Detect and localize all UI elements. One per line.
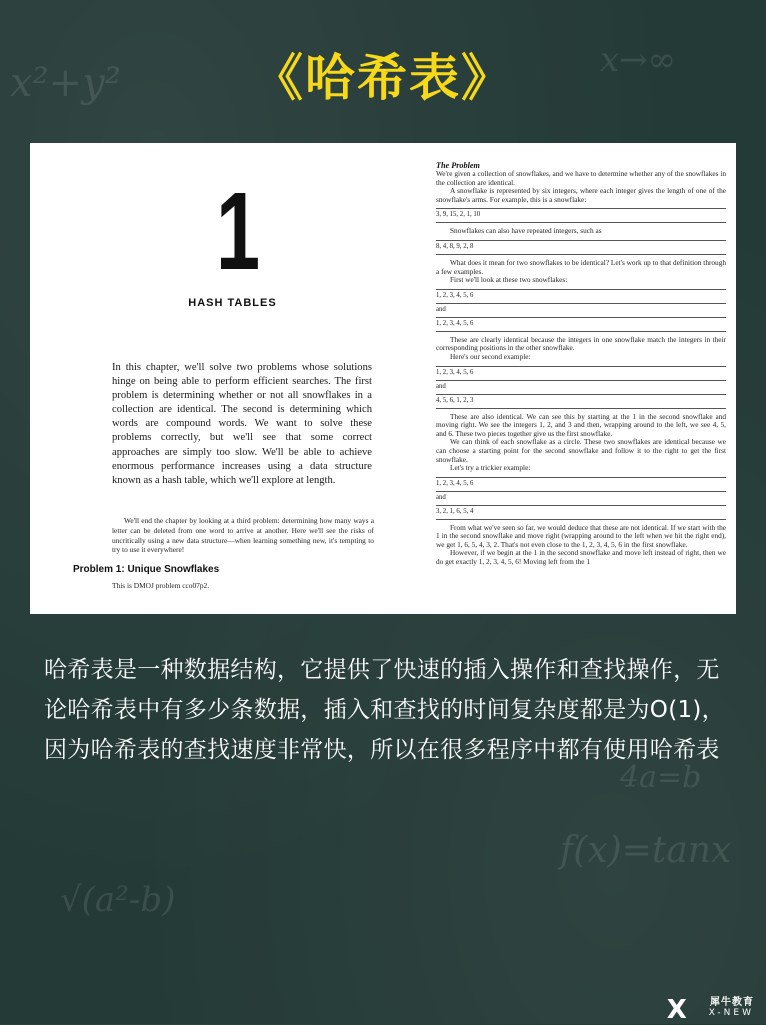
paragraph: These are also identical. We can see this by starting at the 1 in the second snowflake and moving right. We see the integers 1, 2, and 3 and then, wrapping around to the left, we see 4, 5, and 6. These two pieces together give us the first snowflake. [436, 411, 726, 438]
paragraph: Let's try a trickier example: [450, 463, 531, 473]
page-title: 《哈希表》 [253, 49, 513, 107]
caption-text: 哈希表是一种数据结构，它提供了快速的插入操作和查找操作，无论哈希表中有多少条数据，插入和查找的时间复杂度都是为O(1)，因为哈希表的查找速度非常快，所以在很多程序中都有使用哈希表 [44, 657, 725, 763]
brand-logo [666, 993, 754, 1025]
paragraph: A snowflake is represented by six integers, where each integer gives the length of one of the snowflake's arms. For example, this is a snowflake: [436, 186, 726, 204]
chalk-decoration: x²+y² [10, 60, 121, 106]
code-connector: and [436, 491, 726, 505]
code-connector: and [436, 380, 726, 394]
paragraph: We can think of each snowflake as a circle. These two snowflakes are identical because we can choose a starting point for the second snowflake and follow it to the right to get the first snowflake. [436, 437, 726, 464]
code-line: 1, 2, 3, 4, 5, 6 [436, 289, 726, 303]
code-line: 1, 2, 3, 4, 5, 6 [436, 366, 726, 380]
paragraph: First we'll look at these two snowflakes: [450, 275, 568, 285]
problem-title: Problem 1: Unique Snowflakes [73, 564, 220, 575]
chapter-intro: In this chapter, we'll solve two problems whose solutions hinge on being able to perform efficient searches. The first problem is determining whether or not all snowflakes in a collection are identical. The second is determining which words are compound words. We want to solve these problems correctly, but we'll see that some correct approaches are simply too slow. We'll be able to achieve enormous performance increases using a data structure known as a hash table, which we'll explore at length. [112, 362, 372, 486]
book-right-page [422, 143, 736, 614]
chapter-title: HASH TABLES [188, 297, 277, 309]
problem-note: This is DMOJ problem cco07p2. [112, 581, 210, 590]
chalk-decoration: f(x)=tanx [560, 830, 732, 871]
chalk-decoration: √(a²-b) [60, 880, 176, 920]
chapter-intro-small: We'll end the chapter by looking at a third problem: determining how many ways a letter can be deleted from one word to arrive at another. Here we'll see the risks of uncritically using a new data structure—when learning something new, it's tempting to try to use it everywhere! [112, 516, 374, 555]
paragraph: What does it mean for two snowflakes to be identical? Let's work up to that definition through a few examples. [436, 257, 726, 276]
chalk-decoration: 4a=b [620, 760, 702, 795]
code-line: 1, 2, 3, 4, 5, 6 [436, 477, 726, 491]
code-connector: and [436, 303, 726, 317]
paragraph: These are clearly identical because the integers in one snowflake match the integers in their corresponding positions in the other snowflake. [436, 334, 726, 353]
code-line: 8, 4, 8, 9, 2, 8 [436, 240, 726, 255]
paragraph: However, if we begin at the 1 in the second snowflake and move left instead of right, then we do get exactly 1, 2, 3, 4, 5, 6! Moving left from the 1 [436, 548, 726, 567]
paragraph: Snowflakes can also have repeated integers, such as [450, 226, 602, 236]
logo-english-name: X-NEW [708, 1008, 754, 1018]
paragraph: We're given a collection of snowflakes, and we have to determine whether any of the snowflakes in the collection are identical. [436, 169, 726, 187]
chapter-number: 1 [216, 170, 261, 293]
code-line: 3, 9, 15, 2, 1, 10 [436, 208, 726, 223]
paragraph: From what we've seen so far, we would deduce that these are not identical. If we start with the 1 in the second snowflake and move right (wrapping around to the left when we hit the right end), we get 1, 6, 5, 4, 3, 2. That's not even close to the 1, 2, 3, 4, 5, 6 in the first snowflake. [436, 522, 726, 549]
code-line: 4, 5, 6, 1, 2, 3 [436, 394, 726, 409]
logo-x-icon: X [666, 995, 687, 1025]
section-heading: The Problem [436, 161, 480, 170]
code-line: 1, 2, 3, 4, 5, 6 [436, 317, 726, 332]
book-left-page [30, 143, 410, 614]
code-line: 3, 2, 1, 6, 5, 4 [436, 505, 726, 520]
paragraph: Here's our second example: [450, 351, 531, 361]
chalk-decoration: x→∞ [600, 40, 676, 80]
right-page-content [436, 161, 726, 567]
logo-chinese-name: 犀牛教育 [710, 997, 754, 1008]
book-spread-image [30, 143, 736, 614]
